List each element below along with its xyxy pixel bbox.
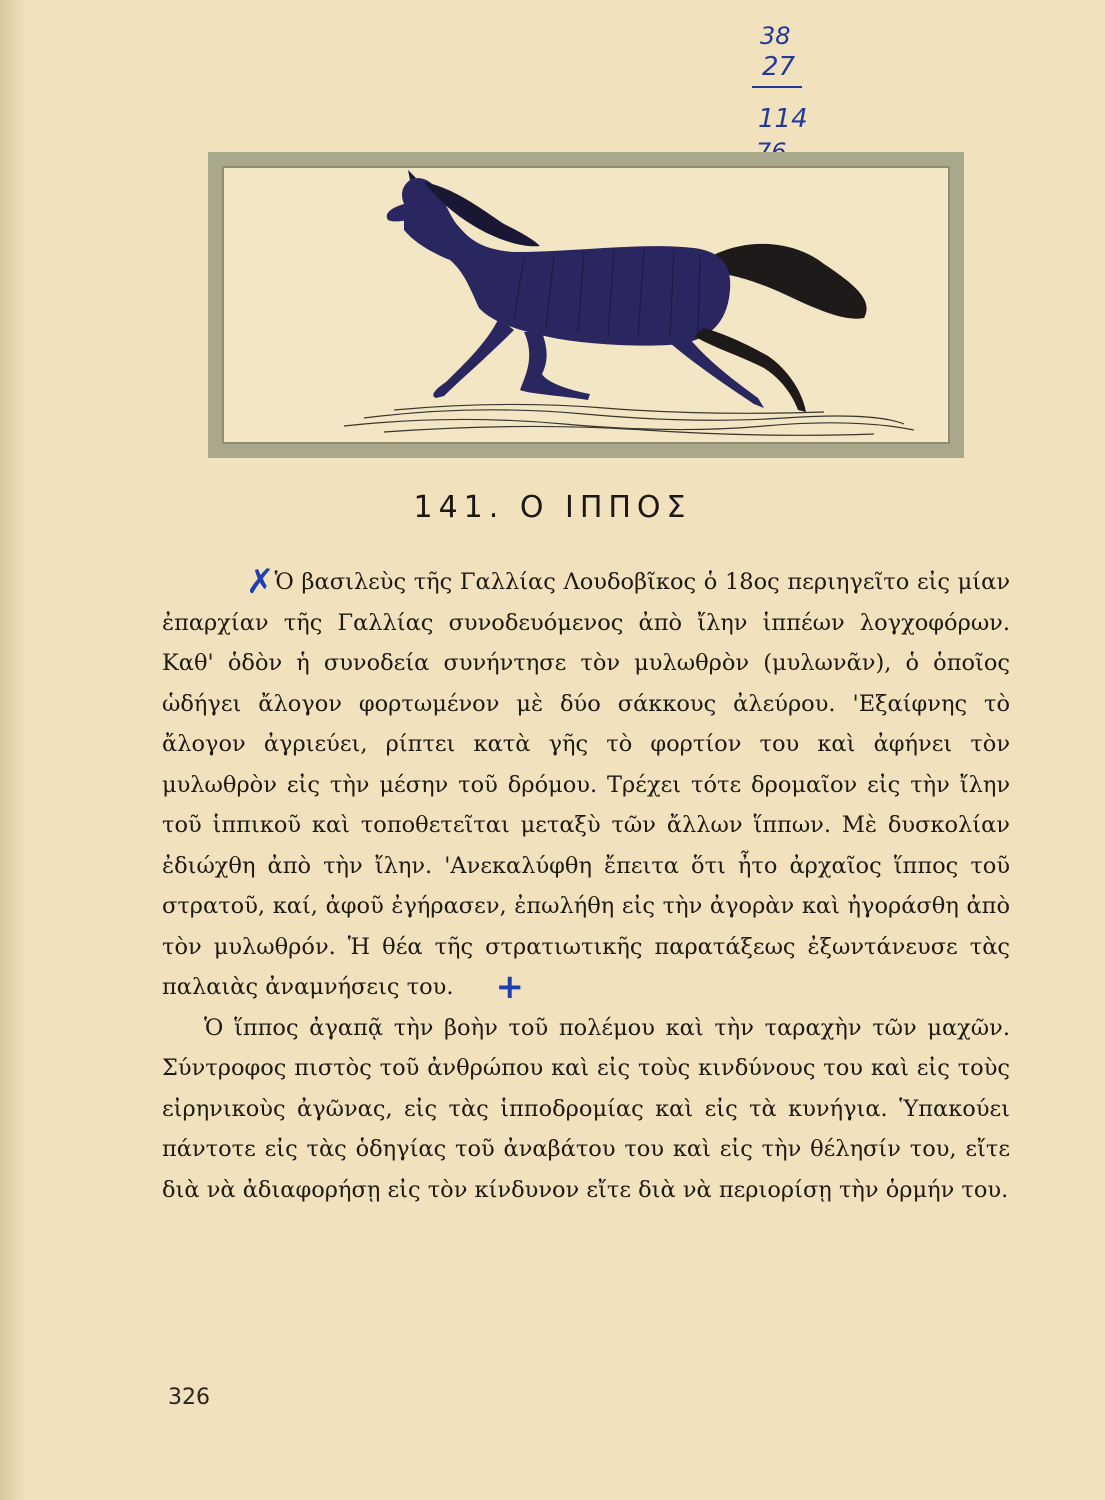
paragraph-2: Ὁ ἵππος ἀγαπᾷ τὴν βοὴν τοῦ πολέμου καὶ τὴν ταραχὴν τῶν μαχῶν. Σύντροφος πιστὸς τοῦ ἀνθρώπου καὶ εἰς τοὺς κινδύνους του καὶ εἰς τοὺς εἰρηνικοὺς ἀγῶνας, εἰς τὰς ἱπποδρομίας καὶ εἰς τὰ κυνήγια. Ὑπακούει πάντοτε εἰς τὰς ὁδηγίας τοῦ ἀναβάτου του καὶ εἰς τὴν θέλησίν του, εἴτε διὰ νὰ ἀδιαφορήσῃ εἰς τὸν κίνδυνον εἴτε διὰ νὰ περιορίσῃ τὴν ὁρμήν του. xyxy=(162,1014,1010,1203)
horse-drawing xyxy=(224,168,948,442)
note-line-2: 27 xyxy=(762,52,796,82)
illustration-panel xyxy=(222,166,950,444)
body-text xyxy=(162,562,1010,1210)
note-line-3: 114 xyxy=(758,104,808,134)
note-line-1: 38 xyxy=(760,22,791,50)
horse-illustration xyxy=(208,152,964,458)
page-number: 326 xyxy=(168,1385,210,1410)
paragraph-1-text: Ὁ βασιλεὺς τῆς Γαλλίας Λουδοβῖκος ὁ 18ος περιηγεῖτο εἰς μίαν ἐπαρχίαν τῆς Γαλλίας συνοδευόμενος ἀπὸ ἴλην ἱππέων λογχοφόρων. Καθ' ὁδὸν ἡ συνοδεία συνήντησε τὸν μυλωθρὸν (μυλωνᾶν), ὁ ὁποῖος ὡδήγει ἄλογον φορτωμένον μὲ δύο σάκκους ἀλεύρου. 'Εξαίφνης τὸ ἄλογον ἀγριεύει, ρίπτει κατὰ γῆς τὸ φορτίον του καὶ ἀφήνει τὸν μυλωθρὸν εἰς τὴν μέσην τοῦ δρόμου. Τρέχει τότε δρομαῖον εἰς τὴν ἴλην τοῦ ἱππικοῦ καὶ τοποθετεῖται μεταξὺ τῶν ἄλλων ἵππων. Μὲ δυσκολίαν ἐδιώχθη ἀπὸ τὴν ἴλην. 'Ανεκαλύφθη ἔπειτα ὅτι ἦτο ἀρχαῖος ἵππος τοῦ στρατοῦ, καί, ἀφοῦ ἐγήρασεν, ἐπωλήθη εἰς τὴν ἀγορὰν καὶ ἠγοράσθη ἀπὸ τὸν μυλωθρόν. Ἡ θέα τῆς στρατιωτικῆς παρατάξεως ἐξωντάνευσε τὰς παλαιὰς ἀναμνήσεις του. xyxy=(162,569,1010,1000)
note-rule-1 xyxy=(752,86,802,88)
paragraph-1 xyxy=(162,562,1010,1008)
pen-plus-mark: + xyxy=(495,967,524,1007)
page-edge xyxy=(0,0,28,1500)
chapter-title: 141. Ο ΙΠΠΟΣ xyxy=(413,490,692,525)
pen-cross-mark: ✗ xyxy=(246,562,275,602)
